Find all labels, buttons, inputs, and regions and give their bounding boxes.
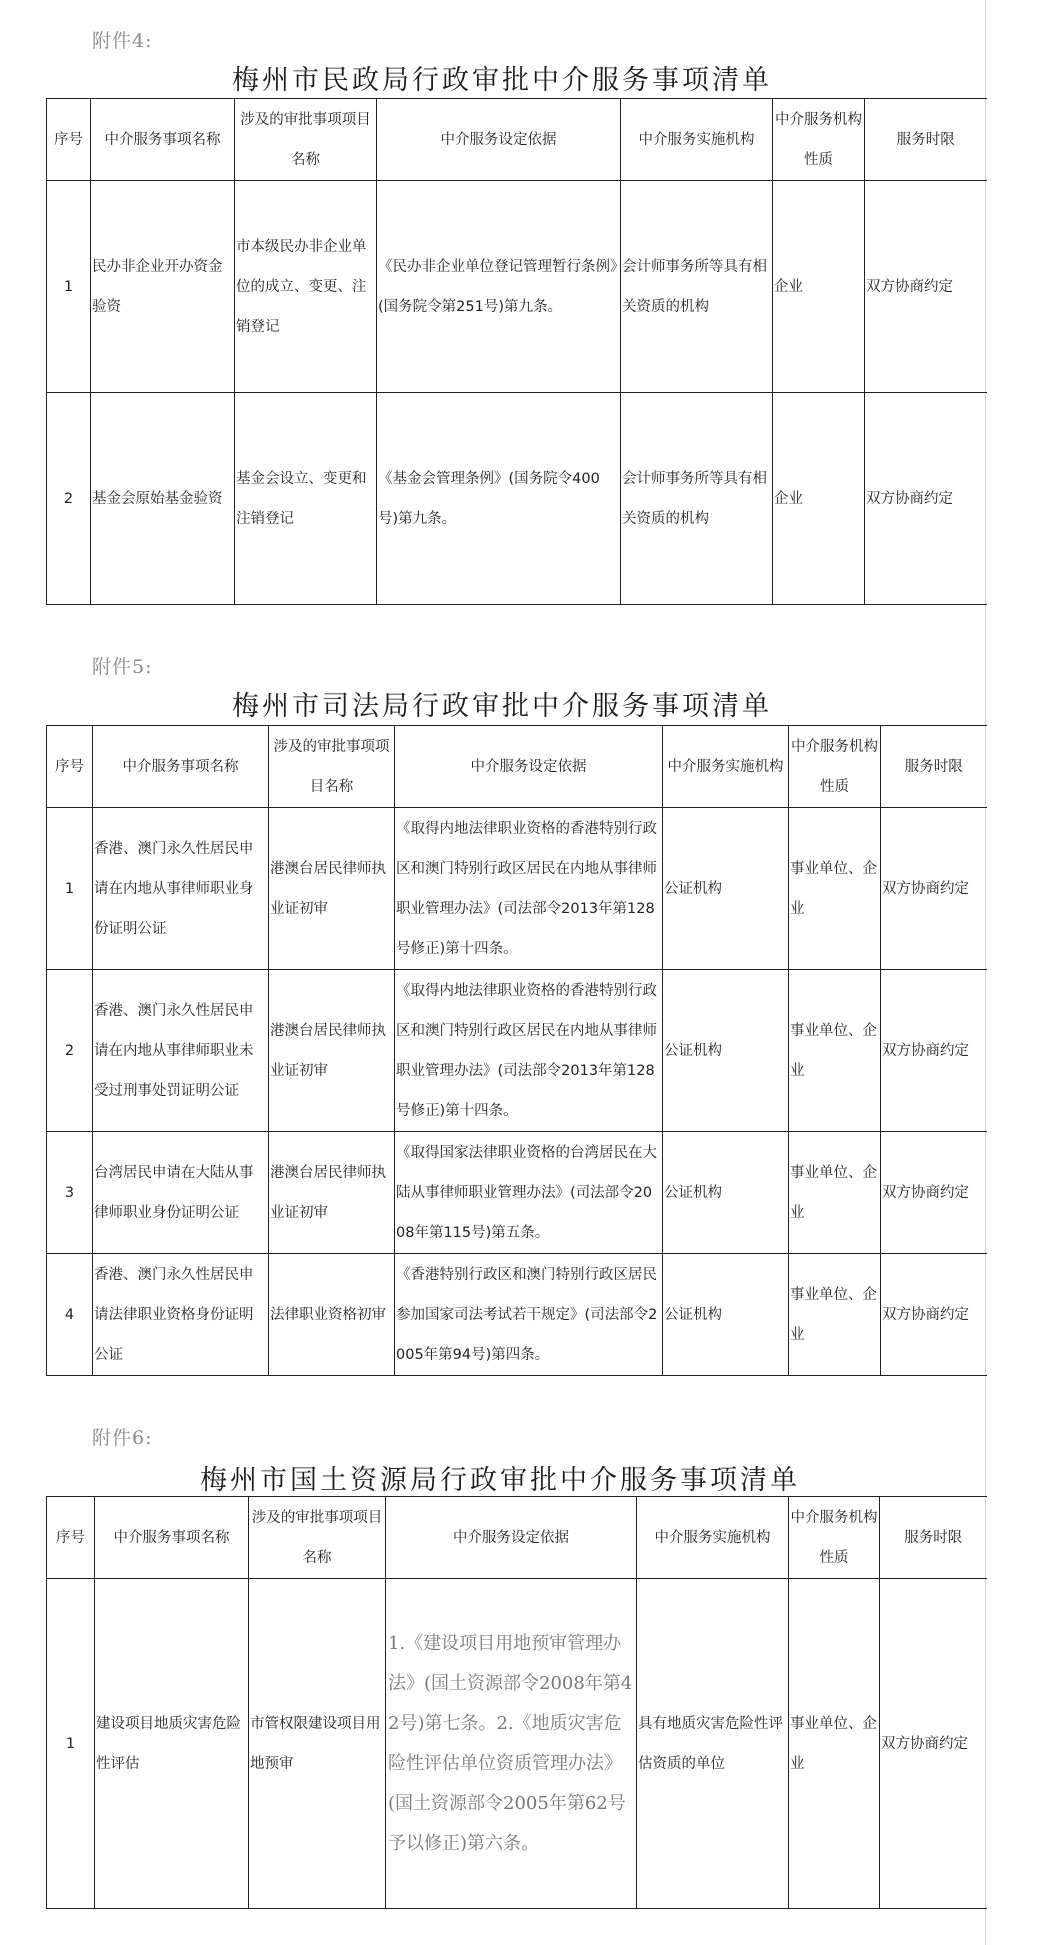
header-cell: 涉及的审批事项项目名称 — [269, 726, 395, 808]
header-cell: 中介服务设定依据 — [377, 99, 621, 181]
approval-item: 法律职业资格初审 — [269, 1254, 395, 1376]
header-cell: 中介服务事项名称 — [93, 726, 269, 808]
org-nature: 企业 — [773, 393, 865, 605]
service-name: 香港、澳门永久性居民申请法律职业资格身份证明公证 — [93, 1254, 269, 1376]
org-nature: 事业单位、企业 — [789, 1579, 880, 1909]
legal-basis: 《取得内地法律职业资格的香港特别行政区和澳门特别行政区居民在内地从事律师职业管理办法》(司法部令2013年第128号修正)第十四条。 — [395, 808, 663, 970]
header-cell: 中介服务设定依据 — [386, 1497, 637, 1579]
legal-basis: 《民办非企业单位登记管理暂行条例》(国务院令第251号)第九条。 — [377, 181, 621, 393]
table-header-row — [47, 726, 987, 808]
approval-item: 港澳台居民律师执业证初审 — [269, 808, 395, 970]
service-time: 双方协商约定 — [865, 393, 987, 605]
row-number: 1 — [47, 1579, 95, 1909]
service-time: 双方协商约定 — [865, 181, 987, 393]
legal-basis: 《取得国家法律职业资格的台湾居民在大陆从事律师职业管理办法》(司法部令2008年第115号)第五条。 — [395, 1132, 663, 1254]
service-name: 香港、澳门永久性居民申请在内地从事律师职业未受过刑事处罚证明公证 — [93, 970, 269, 1132]
approval-item: 港澳台居民律师执业证初审 — [269, 1132, 395, 1254]
org-nature: 企业 — [773, 181, 865, 393]
service-org: 会计师事务所等具有相关资质的机构 — [621, 393, 773, 605]
header-cell: 中介服务实施机构 — [621, 99, 773, 181]
table-row — [47, 393, 987, 605]
header-cell: 服务时限 — [865, 99, 987, 181]
service-name: 台湾居民申请在大陆从事律师职业身份证明公证 — [93, 1132, 269, 1254]
header-cell: 涉及的审批事项项目名称 — [249, 1497, 386, 1579]
row-number: 4 — [47, 1254, 93, 1376]
header-cell: 中介服务设定依据 — [395, 726, 663, 808]
approval-item: 市管权限建设项目用地预审 — [249, 1579, 386, 1909]
org-nature: 事业单位、企业 — [789, 970, 881, 1132]
row-number: 2 — [47, 393, 91, 605]
service-time: 双方协商约定 — [880, 1579, 987, 1909]
row-number: 1 — [47, 181, 91, 393]
legal-basis: 1.《建设项目用地预审管理办法》(国土资源部令2008年第42号)第七条。2.《地质灾害危险性评估单位资质管理办法》(国土资源部令2005年第62号予以修正)第六条。 — [386, 1579, 637, 1909]
annex5-table — [46, 725, 987, 1376]
approval-item: 港澳台居民律师执业证初审 — [269, 970, 395, 1132]
service-name: 基金会原始基金验资 — [91, 393, 235, 605]
row-number: 3 — [47, 1132, 93, 1254]
service-name: 民办非企业开办资金验资 — [91, 181, 235, 393]
header-cell: 序号 — [47, 726, 93, 808]
table-row — [47, 970, 987, 1132]
table-row — [47, 808, 987, 970]
service-time: 双方协商约定 — [881, 1132, 987, 1254]
legal-basis: 《基金会管理条例》(国务院令400号)第九条。 — [377, 393, 621, 605]
header-cell: 服务时限 — [880, 1497, 987, 1579]
table-row — [47, 1579, 987, 1909]
service-org: 公证机构 — [663, 1132, 789, 1254]
header-cell: 中介服务机构性质 — [789, 726, 881, 808]
table-header-row — [47, 99, 987, 181]
service-org: 公证机构 — [663, 1254, 789, 1376]
header-cell: 中介服务事项名称 — [95, 1497, 249, 1579]
row-number: 1 — [47, 808, 93, 970]
service-time: 双方协商约定 — [881, 808, 987, 970]
annex4-title: 梅州市民政局行政审批中介服务事项清单 — [232, 65, 772, 96]
annex5-label: 附件5: — [92, 656, 153, 678]
legal-basis: 《香港特别行政区和澳门特别行政区居民参加国家司法考试若干规定》(司法部令2005年第94号)第四条。 — [395, 1254, 663, 1376]
org-nature: 事业单位、企业 — [789, 1132, 881, 1254]
header-cell: 中介服务实施机构 — [637, 1497, 789, 1579]
table-row — [47, 1132, 987, 1254]
header-cell: 中介服务机构性质 — [773, 99, 865, 181]
legal-basis: 《取得内地法律职业资格的香港特别行政区和澳门特别行政区居民在内地从事律师职业管理办法》(司法部令2013年第128号修正)第十四条。 — [395, 970, 663, 1132]
annex4-table — [46, 98, 987, 605]
service-time: 双方协商约定 — [881, 970, 987, 1132]
org-nature: 事业单位、企业 — [789, 1254, 881, 1376]
header-cell: 服务时限 — [881, 726, 987, 808]
service-org: 具有地质灾害危险性评估资质的单位 — [637, 1579, 789, 1909]
header-cell: 中介服务实施机构 — [663, 726, 789, 808]
org-nature: 事业单位、企业 — [789, 808, 881, 970]
header-cell: 序号 — [47, 99, 91, 181]
service-time: 双方协商约定 — [881, 1254, 987, 1376]
approval-item: 基金会设立、变更和注销登记 — [235, 393, 377, 605]
annex6-title: 梅州市国土资源局行政审批中介服务事项清单 — [200, 1465, 800, 1496]
table-row — [47, 181, 987, 393]
approval-item: 市本级民办非企业单位的成立、变更、注销登记 — [235, 181, 377, 393]
row-number: 2 — [47, 970, 93, 1132]
annex6-label: 附件6: — [92, 1427, 153, 1449]
table-row — [47, 1254, 987, 1376]
service-org: 公证机构 — [663, 970, 789, 1132]
annex4-label: 附件4: — [92, 30, 153, 52]
service-org: 会计师事务所等具有相关资质的机构 — [621, 181, 773, 393]
header-cell: 涉及的审批事项项目名称 — [235, 99, 377, 181]
annex6-table — [46, 1496, 987, 1909]
service-name: 建设项目地质灾害危险性评估 — [95, 1579, 249, 1909]
table-header-row — [47, 1497, 987, 1579]
annex5-title: 梅州市司法局行政审批中介服务事项清单 — [232, 691, 772, 722]
header-cell: 中介服务事项名称 — [91, 99, 235, 181]
header-cell: 序号 — [47, 1497, 95, 1579]
header-cell: 中介服务机构性质 — [789, 1497, 880, 1579]
service-org: 公证机构 — [663, 808, 789, 970]
service-name: 香港、澳门永久性居民申请在内地从事律师职业身份证明公证 — [93, 808, 269, 970]
